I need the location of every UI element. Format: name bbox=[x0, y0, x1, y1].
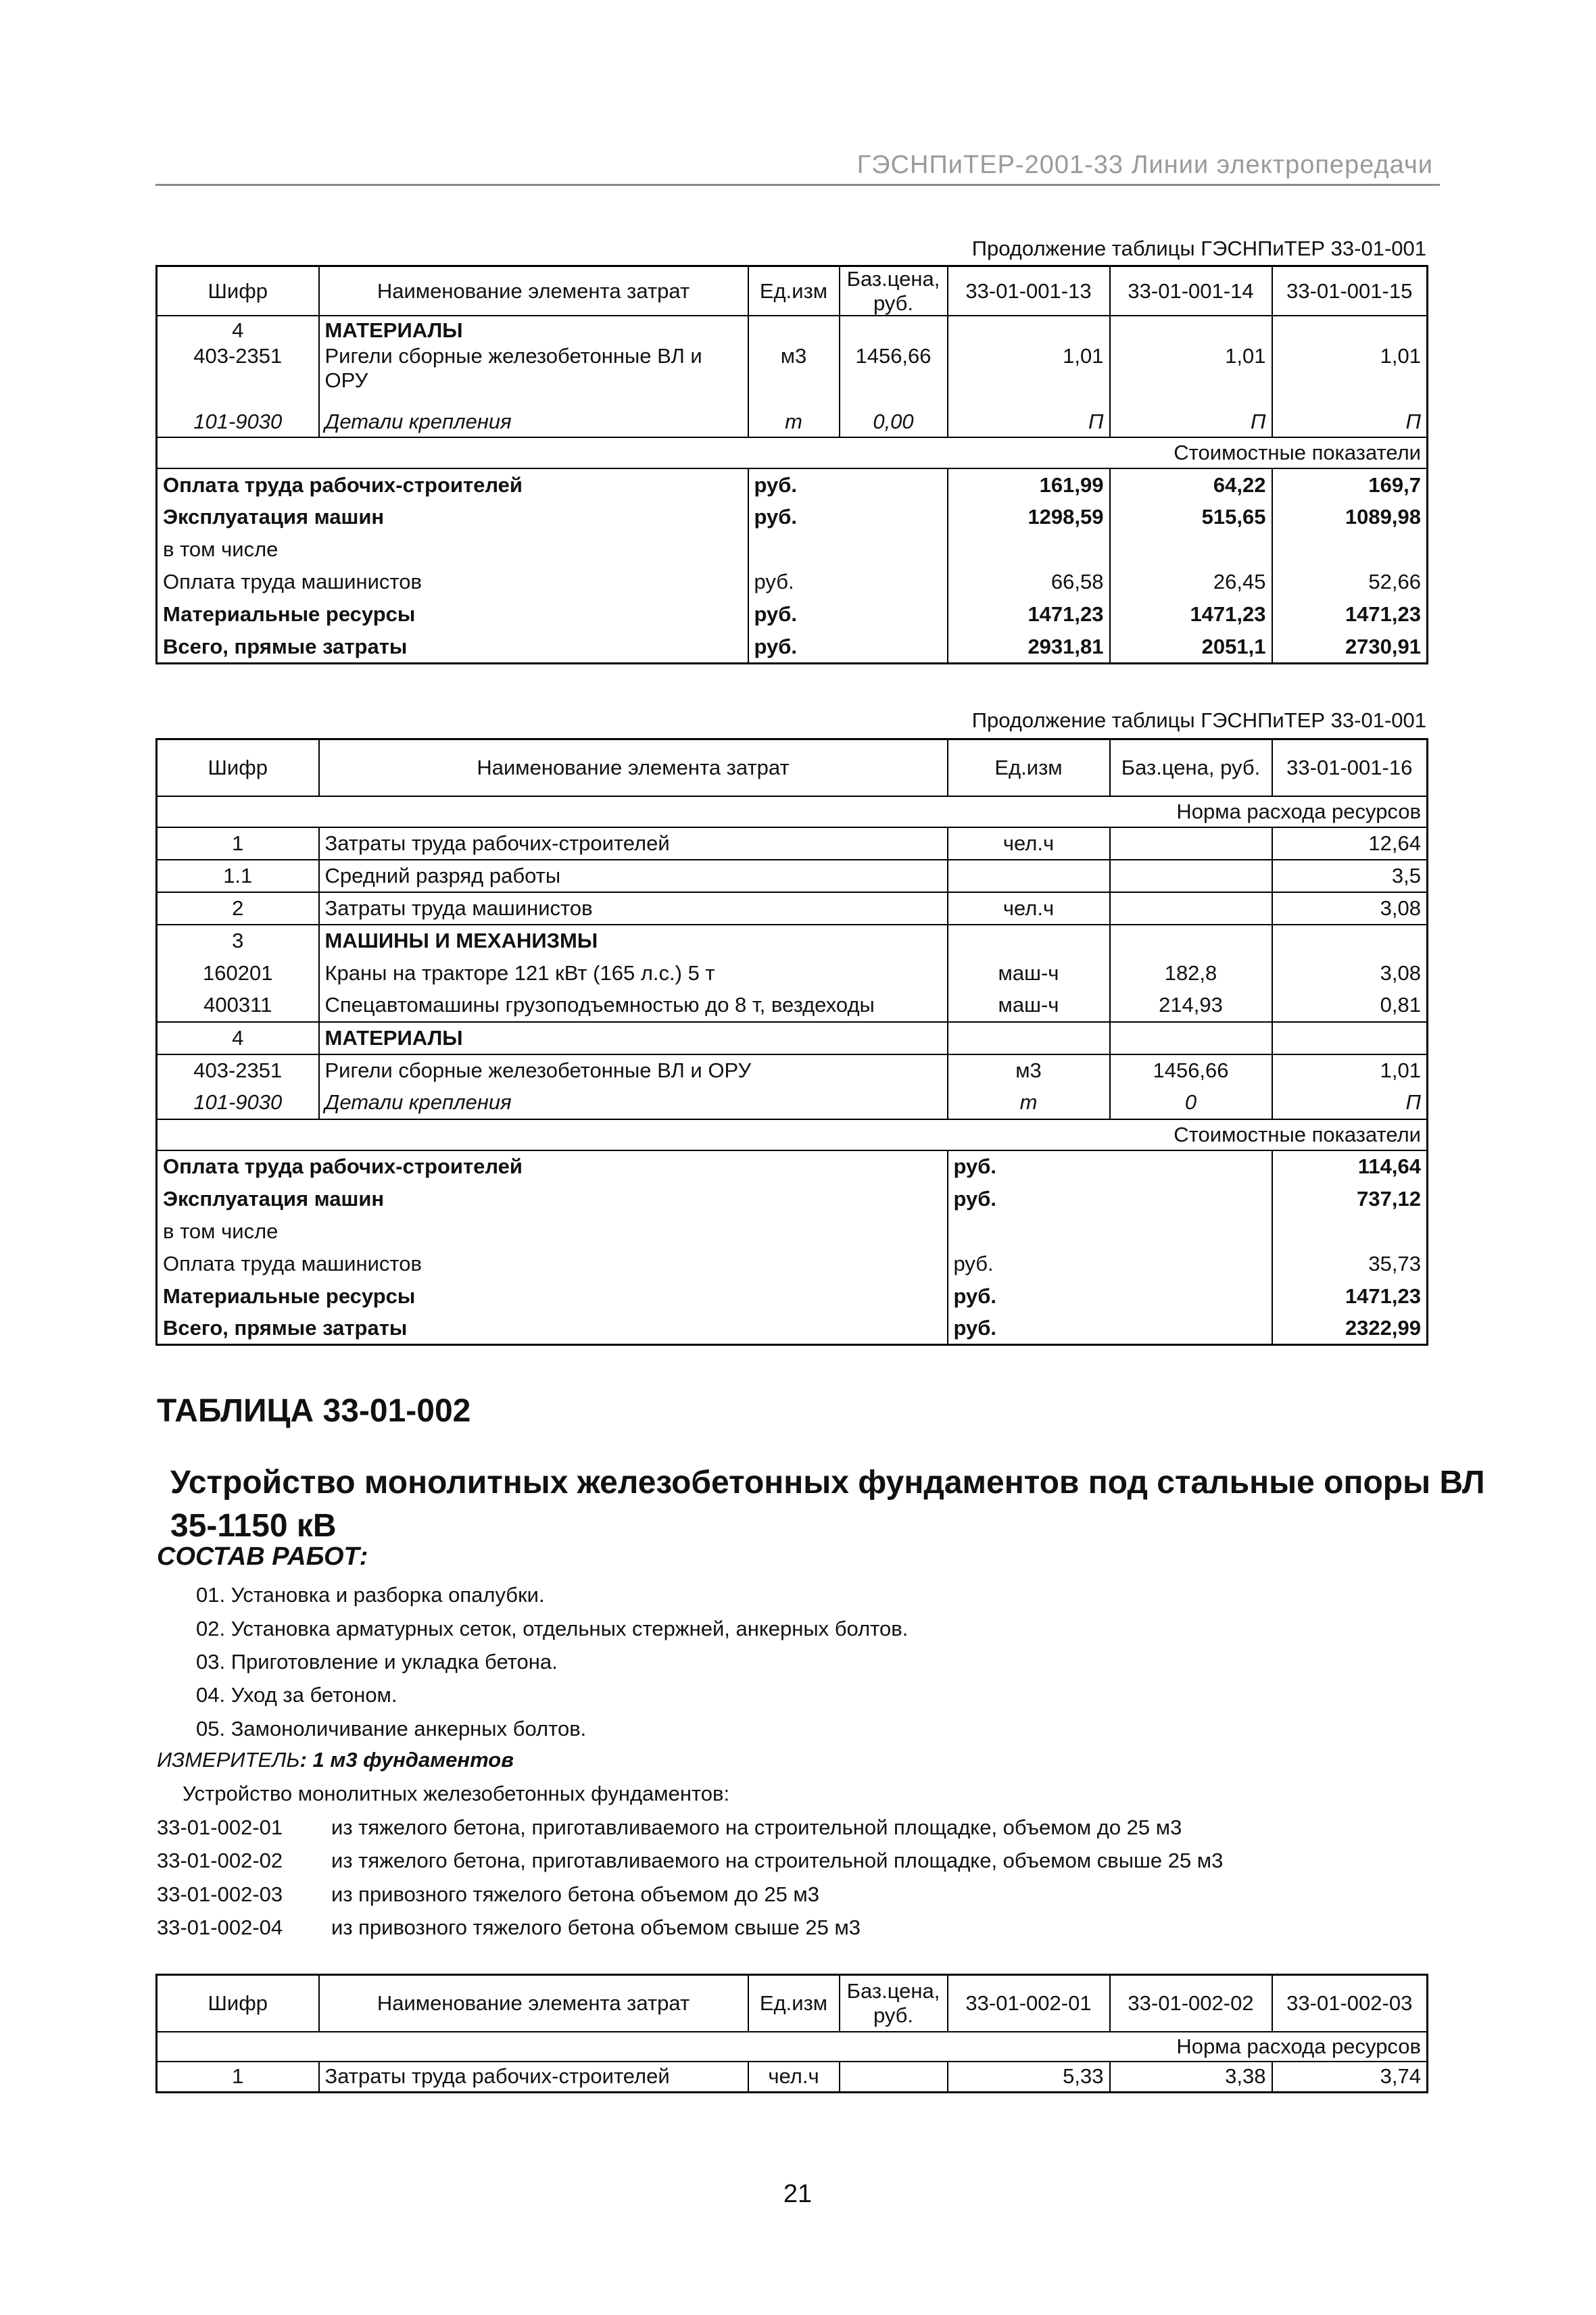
table2 bbox=[155, 738, 1428, 1346]
table1 bbox=[155, 265, 1428, 664]
col-13: 33-01-001-13 bbox=[948, 266, 1110, 316]
table-row: Оплата труда машинистов руб. 66,58 26,45 52,66 bbox=[157, 566, 1428, 598]
table-row: в том числе bbox=[157, 1215, 1428, 1248]
table-row: 3 МАШИНЫ И МЕХАНИЗМЫ bbox=[157, 925, 1428, 957]
col-name: Наименование элемента затрат bbox=[319, 266, 748, 316]
code-item: 33-01-002-03 из привозного тяжелого бетона объемом до 25 м3 bbox=[157, 1882, 819, 1906]
table-row: 4 МАТЕРИАЛЫ bbox=[157, 316, 1428, 344]
table-row: 4 МАТЕРИАЛЫ bbox=[157, 1022, 1428, 1054]
table-row: 2 Затраты труда машинистов чел.ч 3,08 bbox=[157, 892, 1428, 925]
work-item: 04. Уход за бетоном. bbox=[196, 1683, 397, 1707]
col-14: 33-01-001-14 bbox=[1110, 266, 1272, 316]
table-row: Оплата труда машинистов руб. 35,73 bbox=[157, 1248, 1428, 1280]
col-unit: Ед.изм bbox=[748, 266, 840, 316]
work-item: 05. Замоноличивание анкерных болтов. bbox=[196, 1717, 587, 1740]
col-15: 33-01-001-15 bbox=[1272, 266, 1428, 316]
table-row: Материальные ресурсы руб. 1471,23 1471,23 1471,23 bbox=[157, 598, 1428, 631]
work-item: 02. Установка арматурных сеток, отдельных стержней, анкерных болтов. bbox=[196, 1617, 909, 1640]
table-row: 403-2351 Ригели сборные железобетонные ВЛ и ОРУ м3 1456,66 1,01 1,01 1,01 bbox=[157, 344, 1428, 406]
table1-caption: Продолжение таблицы ГЭСНПиТЕР 33-01-001 bbox=[971, 237, 1426, 260]
code-item: 33-01-002-02 из тяжелого бетона, приготавливаемого на строительной площадке, объемом свыше 25 м3 bbox=[157, 1849, 1224, 1872]
table2-section-row: Стоимостные показатели bbox=[157, 1119, 1428, 1150]
col-price: Баз.цена, руб. bbox=[840, 266, 948, 316]
table-row: 403-2351 Ригели сборные железобетонные ВЛ и ОРУ м3 1456,66 1,01 bbox=[157, 1054, 1428, 1087]
table-row: Всего, прямые затраты руб. 2322,99 bbox=[157, 1313, 1428, 1345]
table1-header-row bbox=[157, 266, 1428, 316]
meter-label: ИЗМЕРИТЕЛЬ bbox=[157, 1748, 300, 1772]
code-item: 33-01-002-01 из тяжелого бетона, приготавливаемого на строительной площадке, объемом до 25 м3 bbox=[157, 1816, 1182, 1839]
meter-line bbox=[157, 1748, 514, 1772]
table2-norm-row: Норма расхода ресурсов bbox=[157, 796, 1428, 827]
work-item: 01. Установка и разборка опалубки. bbox=[196, 1583, 545, 1607]
page-number: 21 bbox=[783, 2180, 813, 2208]
codes-intro: Устройство монолитных железобетонных фундаментов: bbox=[183, 1782, 730, 1805]
meter-value: : 1 м3 фундаментов bbox=[299, 1748, 514, 1772]
table-row: Оплата труда рабочих-строителей руб. 114,64 bbox=[157, 1150, 1428, 1183]
table-row: 1 Затраты труда рабочих-строителей чел.ч 5,33 3,38 3,74 bbox=[157, 2062, 1428, 2093]
table-row: Эксплуатация машин руб. 1298,59 515,65 1089,98 bbox=[157, 501, 1428, 533]
table-row: в том числе bbox=[157, 533, 1428, 566]
table-row: 160201 Краны на тракторе 121 кВт (165 л.с.) 5 т маш-ч 182,8 3,08 bbox=[157, 957, 1428, 990]
code-item: 33-01-002-04 из привозного тяжелого бетона объемом свыше 25 м3 bbox=[157, 1916, 861, 1939]
work-item: 03. Приготовление и укладка бетона. bbox=[196, 1650, 558, 1674]
table2-caption: Продолжение таблицы ГЭСНПиТЕР 33-01-001 bbox=[971, 708, 1426, 732]
table2-header-row: Шифр Наименование элемента затрат Ед.изм Баз.цена, руб. 33-01-001-16 bbox=[157, 739, 1428, 796]
table-row: 400311 Спецавтомашины грузоподъемностью до 8 т, вездеходы маш-ч 214,93 0,81 bbox=[157, 990, 1428, 1022]
table-row: Оплата труда рабочих-строителей руб. 161,99 64,22 169,7 bbox=[157, 468, 1428, 501]
table-row: 1.1 Средний разряд работы 3,5 bbox=[157, 860, 1428, 892]
table-title: ТАБЛИЦА 33-01-002 bbox=[157, 1393, 471, 1429]
section-heading: Устройство монолитных железобетонных фундаментов под стальные опоры ВЛ 35-1150 кВ bbox=[170, 1465, 1485, 1544]
table-row: 101-9030 Детали крепления т 0 П bbox=[157, 1087, 1428, 1119]
table3-header-row: Шифр Наименование элемента затрат Ед.изм Баз.цена, руб. 33-01-002-01 33-01-002-02 33-01-002-03 bbox=[157, 1975, 1428, 2032]
col-code: Шифр bbox=[157, 266, 319, 316]
table-row: Всего, прямые затраты руб. 2931,81 2051,1 2730,91 bbox=[157, 631, 1428, 663]
table-row: 1 Затраты труда рабочих-строителей чел.ч 12,64 bbox=[157, 827, 1428, 860]
table3 bbox=[155, 1974, 1428, 2093]
table3-norm-row: Норма расхода ресурсов bbox=[157, 2032, 1428, 2062]
table-row: Эксплуатация машин руб. 737,12 bbox=[157, 1183, 1428, 1215]
table1-section-row: Стоимостные показатели bbox=[157, 437, 1428, 468]
work-composition-title: СОСТАВ РАБОТ: bbox=[157, 1542, 368, 1571]
table-row: 101-9030 Детали крепления т 0,00 П П П bbox=[157, 406, 1428, 437]
running-header bbox=[155, 150, 1440, 186]
header-text: ГЭСНПиТЕР-2001-33 Линии электропередачи bbox=[856, 151, 1433, 179]
table-row: Материальные ресурсы руб. 1471,23 bbox=[157, 1280, 1428, 1313]
